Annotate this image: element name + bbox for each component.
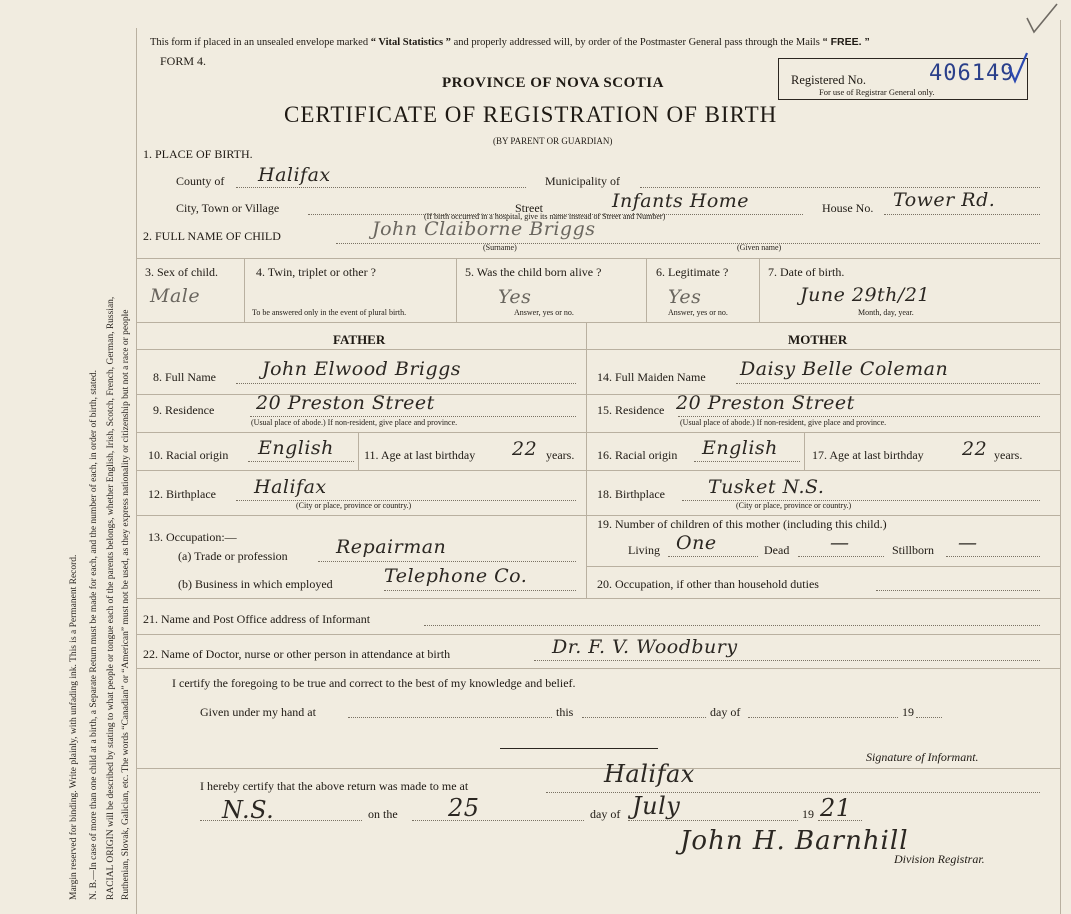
- informant-year-prefix: 19: [902, 705, 914, 719]
- twin-note: To be answered only in the event of plural birth.: [252, 308, 407, 317]
- municipality-label: Municipality of: [545, 174, 620, 188]
- sex-label: 3. Sex of child.: [145, 265, 218, 279]
- mother-name-value: Daisy Belle Coleman: [740, 358, 949, 380]
- page-title: CERTIFICATE OF REGISTRATION OF BIRTH: [284, 102, 778, 127]
- page-subtitle: (BY PARENT OR GUARDIAN): [493, 136, 613, 146]
- check-mark-icon: [1025, 2, 1061, 36]
- father-birthplace-value: Halifax: [254, 476, 327, 498]
- dead-value: —: [830, 532, 850, 554]
- registrar-note: For use of Registrar General only.: [819, 87, 935, 97]
- stillborn-label: Stillborn: [892, 543, 935, 557]
- blue-check-icon: [1007, 51, 1031, 87]
- place-of-birth-label: 1. PLACE OF BIRTH.: [143, 147, 253, 161]
- mother-age-value: 22: [962, 438, 988, 460]
- registrar-signature: John H. Barnhill: [680, 826, 909, 856]
- mother-residence-value: 20 Preston Street: [676, 392, 855, 414]
- registrar-province-value: N.S.: [222, 796, 275, 824]
- dob-note: Month, day, year.: [858, 308, 914, 317]
- father-age-value: 22: [512, 438, 538, 460]
- alive-note: Answer, yes or no.: [514, 308, 574, 317]
- margin-note-multiple-births: N. B.—In case of more than one child at a birth, a Separate Return must be made for each, and the number of each, in order of birth, stated.: [89, 370, 99, 900]
- father-name-label: 8. Full Name: [153, 370, 216, 384]
- margin-note-binding: Margin reserved for binding. Write plainly, with unfading ink. This is a Permanent Record.: [69, 554, 79, 900]
- father-residence-value: 20 Preston Street: [256, 392, 435, 414]
- father-residence-note: (Usual place of abode.) If non-resident, give place and province.: [251, 418, 458, 427]
- mother-residence-note: (Usual place of abode.) If non-resident, give place and province.: [680, 418, 887, 427]
- mother-heading: MOTHER: [788, 332, 848, 347]
- county-label: County of: [176, 174, 225, 188]
- dob-label: 7. Date of birth.: [768, 265, 845, 279]
- father-business-label: (b) Business in which employed: [178, 577, 333, 591]
- alive-value: Yes: [498, 286, 532, 308]
- house-label: House No.: [822, 201, 874, 215]
- father-heading: FATHER: [333, 332, 386, 347]
- father-business-value: Telephone Co.: [384, 565, 528, 587]
- form-number: FORM 4.: [160, 54, 207, 68]
- mother-occupation-label: 20. Occupation, if other than household duties: [597, 577, 819, 591]
- postal-notice: This form if placed in an unsealed envelope marked “ Vital Statistics ” and properly addressed will, by order of the Postmaster General pass through the Mails “ FREE. ”: [150, 36, 870, 48]
- father-racial-label: 10. Racial origin: [148, 448, 229, 462]
- father-racial-value: English: [258, 437, 334, 459]
- alive-label: 5. Was the child born alive ?: [465, 265, 602, 279]
- registrar-month-value: July: [632, 792, 681, 820]
- legitimate-value: Yes: [668, 286, 702, 308]
- right-border: [1060, 20, 1061, 914]
- given-name-note: (Given name): [737, 243, 782, 252]
- legitimate-note: Answer, yes or no.: [668, 308, 728, 317]
- registrar-place-value: Halifax: [604, 760, 695, 788]
- mother-name-label: 14. Full Maiden Name: [597, 370, 706, 384]
- county-value: Halifax: [258, 164, 331, 186]
- informant-label: 21. Name and Post Office address of Informant: [143, 612, 371, 626]
- left-border: [136, 28, 137, 914]
- child-name-value: John Claiborne Briggs: [372, 218, 596, 240]
- father-trade-value: Repairman: [336, 536, 447, 558]
- father-name-value: John Elwood Briggs: [262, 358, 462, 380]
- on-the-label: on the: [368, 807, 398, 821]
- dead-label: Dead: [764, 543, 790, 557]
- living-label: Living: [628, 543, 660, 557]
- division-registrar-label: Division Registrar.: [894, 852, 985, 866]
- twin-label: 4. Twin, triplet or other ?: [256, 265, 376, 279]
- mother-residence-label: 15. Residence: [597, 403, 665, 417]
- doctor-value: Dr. F. V. Woodbury: [552, 636, 738, 658]
- mother-age-label: 17. Age at last birthday: [812, 448, 924, 462]
- registrar-year-value: 21: [820, 794, 852, 822]
- informant-signature-label: Signature of Informant.: [866, 750, 979, 764]
- province-heading: PROVINCE OF NOVA SCOTIA: [442, 75, 664, 91]
- child-name-label: 2. FULL NAME OF CHILD: [143, 229, 281, 243]
- margin-note-racial-origin: RACIAL ORIGIN will be described by stating to what people or tongue each of the parents belongs, whether English, Irish, Scotch, French, German, Russian,: [106, 296, 116, 900]
- registrar-day-value: 25: [448, 794, 480, 822]
- day-of-label: day of: [710, 705, 741, 719]
- registrar-year-prefix: 19: [802, 807, 814, 821]
- street-note: (If birth occurred in a hospital, give its name instead of Street and Number): [424, 212, 666, 221]
- doctor-label: 22. Name of Doctor, nurse or other person in attendance at birth: [143, 647, 451, 661]
- father-birthplace-note: (City or place, province or country.): [296, 501, 412, 510]
- mother-children-label: 19. Number of children of this mother (including this child.): [597, 517, 887, 531]
- father-trade-label: (a) Trade or profession: [178, 549, 288, 563]
- father-residence-label: 9. Residence: [153, 403, 215, 417]
- registered-number: 406149: [929, 61, 1015, 86]
- registration-box: [778, 58, 1028, 100]
- mother-birthplace-value: Tusket N.S.: [708, 476, 825, 498]
- registrar-day-of-label: day of: [590, 807, 621, 821]
- mother-racial-label: 16. Racial origin: [597, 448, 678, 462]
- mother-birthplace-label: 18. Birthplace: [597, 487, 665, 501]
- father-age-unit: years.: [546, 448, 575, 462]
- registrar-certify-text: I hereby certify that the above return was made to me at: [200, 779, 469, 793]
- mother-age-unit: years.: [994, 448, 1023, 462]
- surname-note: (Surname): [483, 243, 517, 252]
- given-under-label: Given under my hand at: [200, 705, 316, 719]
- margin-note-racial-origin-cont: Ruthenian, Slovak, Galician, etc. The words “Canadian” or “American” must not be used, as they express nationality or citizenship but not a race or people: [121, 309, 131, 900]
- sex-value: Male: [150, 285, 201, 307]
- certify-text: I certify the foregoing to be true and correct to the best of my knowledge and belief.: [172, 676, 576, 690]
- street-value: Infants Home: [612, 190, 750, 212]
- mother-birthplace-note: (City or place, province or country.): [736, 501, 852, 510]
- city-label: City, Town or Village: [176, 201, 280, 215]
- dob-value: June 29th/21: [800, 284, 931, 306]
- house-value: Tower Rd.: [893, 189, 996, 211]
- legitimate-label: 6. Legitimate ?: [656, 265, 729, 279]
- living-value: One: [676, 532, 717, 554]
- registered-label: Registered No.: [791, 73, 866, 87]
- mother-racial-value: English: [702, 437, 778, 459]
- father-birthplace-label: 12. Birthplace: [148, 487, 216, 501]
- stillborn-value: —: [958, 532, 978, 554]
- father-age-label: 11. Age at last birthday: [364, 448, 476, 462]
- this-label: this: [556, 705, 574, 719]
- father-occupation-label: 13. Occupation:—: [148, 530, 237, 544]
- street-label: Street: [515, 201, 543, 215]
